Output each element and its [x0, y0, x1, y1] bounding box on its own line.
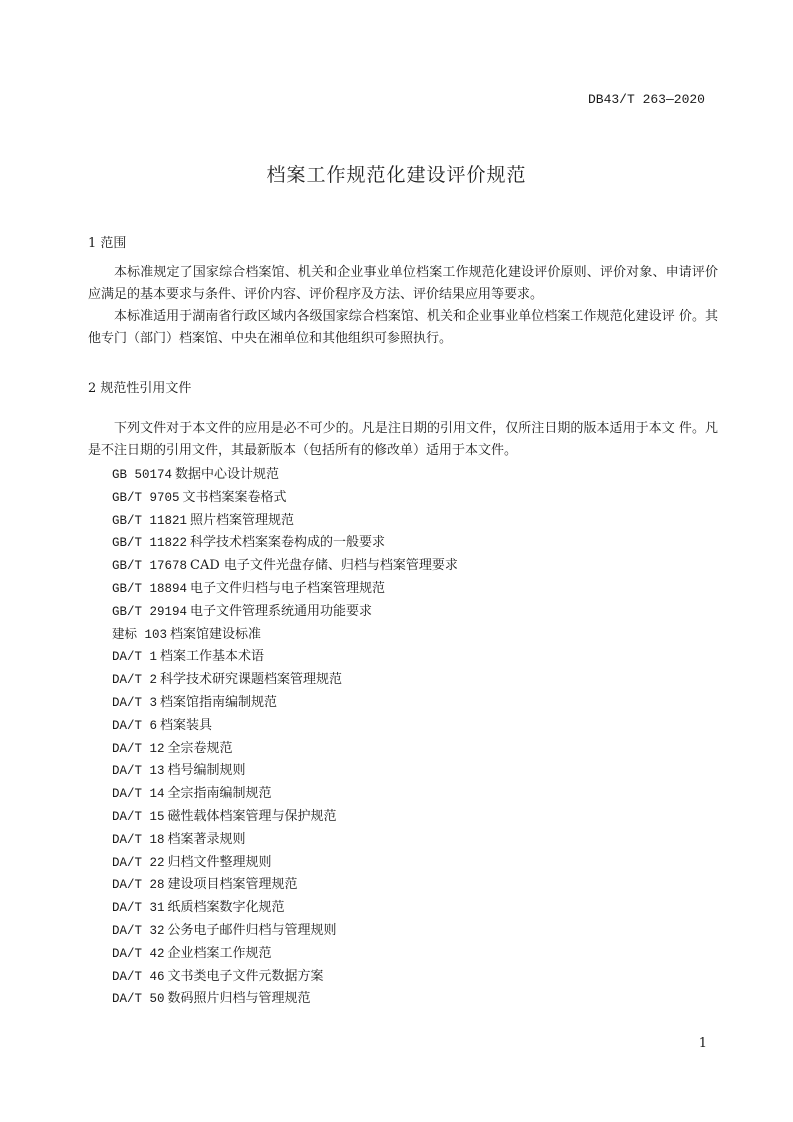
reference-name: 归档文件整理规则 [167, 854, 272, 870]
reference-name: 文书类电子文件元数据方案 [167, 968, 324, 984]
document-code: DB43/T 263—2020 [587, 92, 705, 107]
reference-code: GB/T 11822 [112, 536, 188, 551]
reference-code: DA/T 13 [112, 764, 165, 779]
reference-name: 数码照片归档与管理规范 [167, 991, 311, 1007]
reference-item [112, 624, 458, 647]
reference-name: 全宗指南编制规范 [167, 786, 272, 802]
reference-code: GB/T 17678 [112, 559, 188, 574]
page-number: 1 [698, 1036, 707, 1051]
reference-name: CAD 电子文件光盘存储、归档与档案管理要求 [190, 558, 458, 574]
reference-code: 建标 103 [112, 627, 168, 642]
reference-item [112, 555, 458, 578]
reference-name: 全宗卷规范 [167, 740, 233, 756]
reference-item [112, 738, 458, 761]
reference-name: 数据中心设计规范 [175, 467, 280, 482]
reference-name: 档案装具 [160, 717, 213, 733]
reference-code: GB/T 18894 [112, 581, 188, 596]
reference-item [112, 760, 458, 783]
reference-name: 公务电子邮件归档与管理规则 [167, 922, 337, 938]
reference-code: GB/T 11821 [112, 513, 188, 528]
reference-name: 纸质档案数字化规范 [167, 900, 285, 916]
reference-name: 档号编制规则 [167, 763, 246, 779]
normative-references-paragraph: 下列文件对于本文件的应用是必不可少的。凡是注日期的引用文件，仅所注日期的版本适用于本文 件。凡是不注日期的引用文件，其最新版本（包括所有的修改单）适用于本文件。 [88, 421, 718, 458]
reference-code: DA/T 46 [112, 969, 165, 984]
reference-item [112, 669, 458, 692]
reference-item [112, 966, 458, 989]
reference-code: GB/T 9705 [112, 490, 180, 505]
reference-name: 档案工作基本术语 [160, 649, 265, 665]
reference-name: 照片档案管理规范 [190, 512, 295, 528]
reference-item [112, 578, 458, 601]
reference-code: DA/T 50 [112, 992, 165, 1007]
reference-code: DA/T 12 [112, 741, 165, 756]
reference-code: DA/T 14 [112, 787, 165, 802]
reference-name: 建设项目档案管理规范 [167, 877, 298, 893]
reference-item [112, 601, 458, 624]
reference-name: 文书档案案卷格式 [182, 489, 287, 505]
reference-code: DA/T 32 [112, 923, 165, 938]
reference-item [112, 646, 458, 669]
reference-item [112, 920, 458, 943]
document-title: 档案工作规范化建设评价规范 [266, 164, 527, 186]
reference-code: DA/T 2 [112, 673, 158, 688]
reference-code: DA/T 22 [112, 855, 165, 870]
reference-item [112, 464, 458, 487]
reference-item [112, 874, 458, 897]
reference-item [112, 487, 458, 510]
reference-code: GB/T 29194 [112, 604, 188, 619]
reference-code: DA/T 1 [112, 650, 158, 665]
reference-item [112, 988, 458, 1011]
reference-code: DA/T 28 [112, 878, 165, 893]
reference-name: 档案著录规则 [167, 831, 246, 847]
reference-name: 档案馆指南编制规范 [160, 694, 278, 710]
reference-code: DA/T 42 [112, 946, 165, 961]
reference-code: DA/T 31 [112, 901, 165, 916]
reference-item [112, 943, 458, 966]
reference-item [112, 897, 458, 920]
reference-item [112, 692, 458, 715]
reference-code: DA/T 6 [112, 718, 158, 733]
reference-item [112, 852, 458, 875]
reference-name: 科学技术档案案卷构成的一般要求 [190, 535, 386, 551]
reference-code: DA/T 15 [112, 809, 165, 824]
reference-name: 电子文件归档与电子档案管理规范 [190, 580, 386, 596]
reference-name: 企业档案工作规范 [167, 945, 272, 961]
section-heading-normative-references: 2 规范性引用文件 [88, 381, 192, 396]
reference-name: 磁性载体档案管理与保护规范 [167, 808, 337, 824]
reference-name: 档案馆建设标准 [170, 626, 262, 642]
section-heading-scope: 1 范围 [88, 236, 127, 251]
reference-item [112, 510, 458, 533]
reference-code: DA/T 3 [112, 695, 158, 710]
reference-list [112, 464, 458, 1011]
reference-item [112, 532, 458, 555]
reference-name: 科学技术研究课题档案管理规范 [160, 672, 343, 688]
reference-name: 电子文件管理系统通用功能要求 [190, 603, 373, 619]
reference-item [112, 783, 458, 806]
reference-item [112, 715, 458, 738]
scope-paragraph-2: 本标准适用于湖南省行政区域内各级国家综合档案馆、机关和企业事业单位档案工作规范化建设评 价。其他专门（部门）档案馆、中央在湘单位和其他组织可参照执行。 [88, 309, 718, 346]
reference-code: DA/T 18 [112, 832, 165, 847]
reference-code: GB 50174 [112, 468, 173, 482]
reference-item [112, 806, 458, 829]
reference-item [112, 829, 458, 852]
scope-paragraph-1: 本标准规定了国家综合档案馆、机关和企业事业单位档案工作规范化建设评价原则、评价对象、申请评价应满足的基本要求与条件、评价内容、评价程序及方法、评价结果应用等要求。 [88, 265, 718, 302]
